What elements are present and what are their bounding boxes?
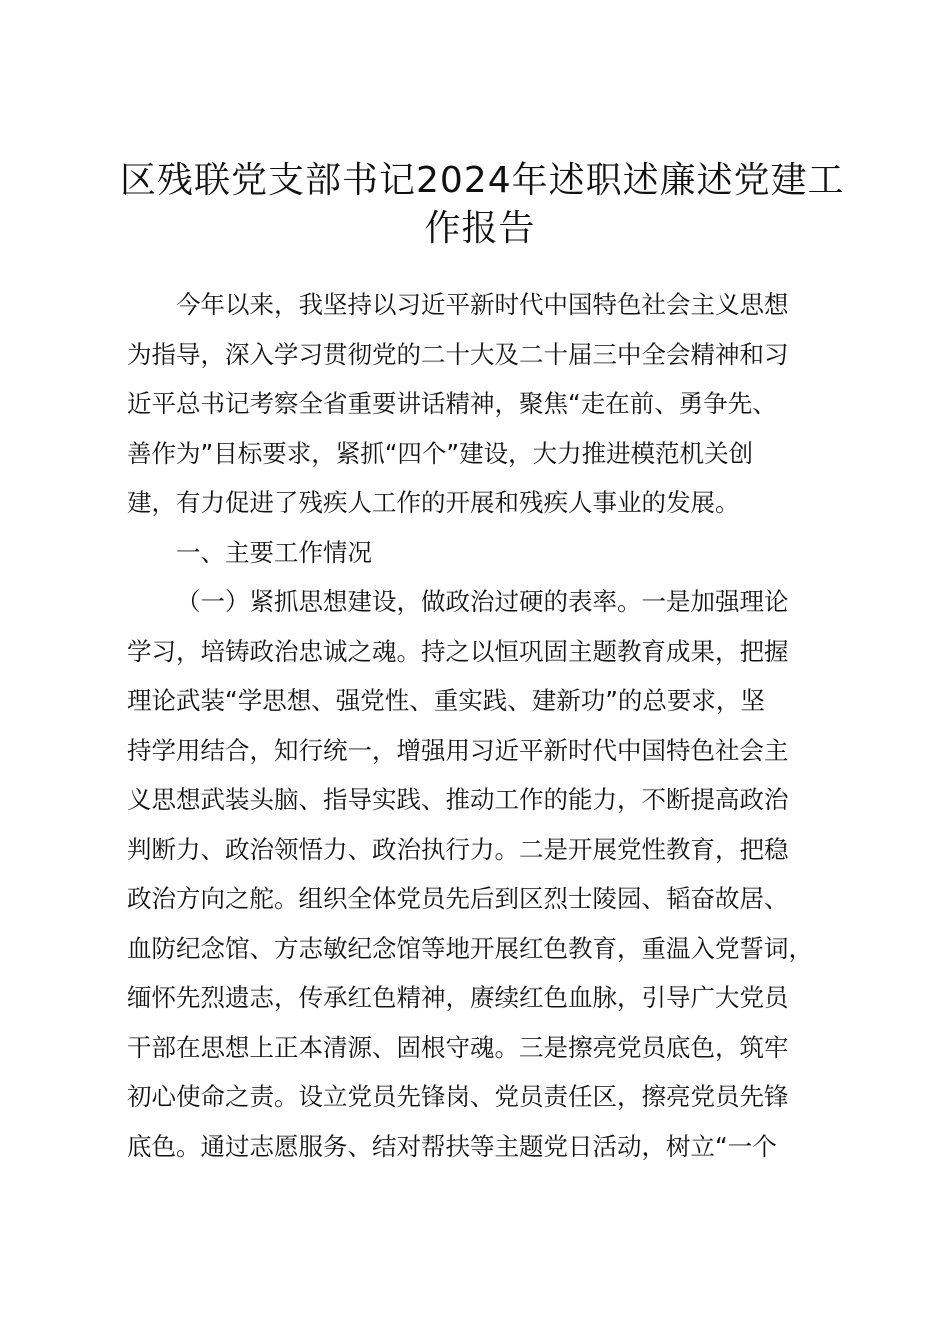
paragraph-line: 干部在思想上正本清源、固根守魂。三是擦亮党员底色，筑牢 — [127, 1032, 789, 1062]
paragraph-line: 近平总书记考察全省重要讲话精神，聚焦“走在前、勇争先、 — [127, 389, 777, 418]
paragraph-line: 义思想武装头脑、指导实践、推动工作的能力，不断提高政治 — [127, 785, 789, 814]
paragraph-line: 理论武装“学思想、强党性、重实践、建新功”的总要求，坚 — [127, 686, 765, 715]
paragraph-line: 持学用结合，知行统一，增强用习近平新时代中国特色社会主 — [127, 735, 789, 765]
document-title — [120, 157, 845, 253]
title-line-1: 区残联党支部书记2024年述职述廉述党建工 — [120, 160, 845, 201]
document-body — [127, 280, 837, 1171]
paragraph-line: 建，有力促进了残疾人工作的开展和残疾人事业的发展。 — [127, 488, 740, 517]
section-heading: 一、主要工作情况 — [176, 537, 372, 567]
paragraph-line: 缅怀先烈遗志，传承红色精神，赓续红色血脉，引导广大党员 — [127, 983, 789, 1012]
paragraph-line: 政治方向之舵。组织全体党员先后到区烈士陵园、韬奋故居、 — [127, 884, 789, 913]
paragraph-line: 底色。通过志愿服务、结对帮扶等主题党日活动，树立“一个 — [127, 1131, 777, 1161]
paragraph-line: （一）紧抓思想建设，做政治过硬的表率。一是加强理论 — [176, 587, 789, 616]
paragraph-line: 血防纪念馆、方志敏纪念馆等地开展红色教育，重温入党誓词， — [127, 933, 813, 963]
paragraph-line: 今年以来，我坚持以习近平新时代中国特色社会主义思想 — [176, 290, 789, 319]
title-line-2: 作报告 — [424, 208, 536, 249]
paragraph-line: 初心使命之责。设立党员先锋岗、党员责任区，擦亮党员先锋 — [127, 1082, 789, 1111]
paragraph-line: 为指导，深入学习贯彻党的二十大及二十届三中全会精神和习 — [127, 339, 789, 369]
paragraph-line: 善作为”目标要求，紧抓“四个”建设，大力推进模范机关创 — [127, 438, 754, 468]
paragraph-line: 学习，培铸政治忠诚之魂。持之以恒巩固主题教育成果，把握 — [127, 636, 789, 666]
paragraph-line: 判断力、政治领悟力、政治执行力。二是开展党性教育，把稳 — [127, 834, 789, 864]
